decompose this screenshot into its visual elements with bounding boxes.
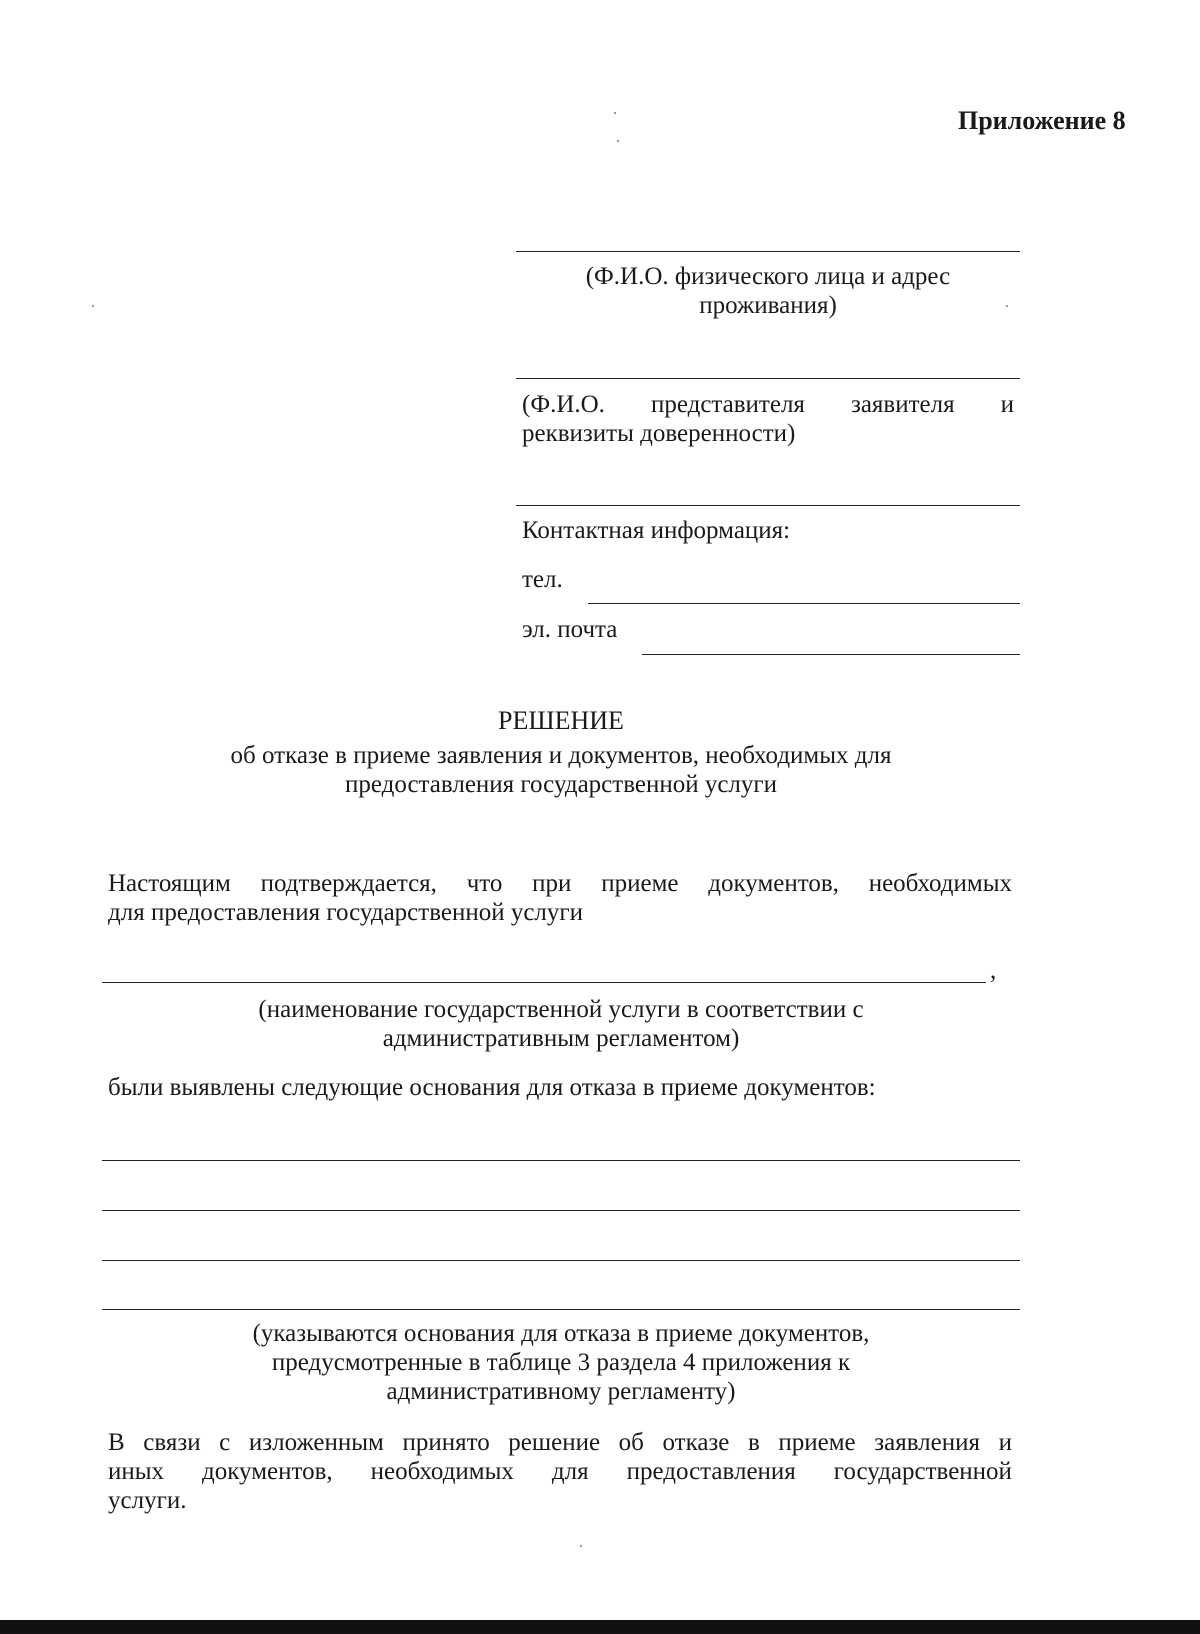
- conclusion-word: решение: [508, 1429, 601, 1456]
- person-caption-line1: (Ф.И.О. физического лица и адрес: [585, 263, 951, 290]
- service-caption-line1: (наименование государственной услуги в соответствии с: [258, 996, 864, 1023]
- email-field-line[interactable]: [642, 654, 1020, 655]
- rep-word: (Ф.И.О.: [522, 391, 605, 418]
- service-comma: ,: [990, 957, 997, 984]
- scan-speck: [92, 305, 94, 307]
- conclusion-word: в: [747, 1429, 760, 1456]
- conclusion-word: необходимых: [370, 1458, 514, 1485]
- decision-subtitle-line1: об отказе в приеме заявления и документов, необходимых для: [230, 742, 892, 769]
- phone-label: тел.: [522, 566, 563, 593]
- intro-line2: для предоставления государственной услуги: [108, 899, 584, 926]
- representative-blank-line[interactable]: [516, 378, 1020, 379]
- conclusion-word: заявления: [874, 1429, 981, 1456]
- intro-line1: [108, 869, 1012, 898]
- scan-edge-bar: [0, 1620, 1200, 1634]
- scan-speck: [1006, 305, 1008, 307]
- decision-title: РЕШЕНИЕ: [498, 706, 624, 735]
- representative-caption-line2: реквизиты доверенности): [522, 420, 796, 447]
- conclusion-word: предоставления: [626, 1458, 796, 1485]
- conclusion-word: принято: [402, 1429, 490, 1456]
- service-name-line[interactable]: [102, 982, 986, 983]
- intro-word: приеме: [601, 870, 679, 897]
- intro-word: что: [466, 870, 503, 897]
- intro-word: документов,: [708, 870, 839, 897]
- decision-subtitle-line2: предоставления государственной услуги: [344, 771, 778, 798]
- rep-word: заявителя: [850, 391, 955, 418]
- phone-field-line[interactable]: [588, 603, 1020, 604]
- intro-word: Настоящим: [108, 870, 231, 897]
- person-caption-line2: проживания): [699, 292, 837, 319]
- service-caption-line2: административным регламентом): [382, 1025, 740, 1052]
- grounds-line-1[interactable]: [102, 1160, 1020, 1161]
- conclusion-word: и: [998, 1429, 1012, 1456]
- grounds-line-3[interactable]: [102, 1260, 1020, 1261]
- scan-speck: [617, 140, 619, 142]
- scan-speck: [614, 112, 616, 114]
- conclusion-word: с: [219, 1429, 231, 1456]
- intro-word: необходимых: [868, 870, 1012, 897]
- email-label: эл. почта: [522, 616, 618, 643]
- grounds-intro: были выявлены следующие основания для отказа в приеме документов:: [108, 1074, 876, 1101]
- rep-word: и: [1000, 391, 1014, 418]
- representative-caption-line1: [522, 390, 1014, 419]
- contact-heading: Контактная информация:: [522, 517, 791, 544]
- conclusion-word: об: [618, 1429, 644, 1456]
- appendix-label: Приложение 8: [958, 106, 1126, 135]
- grounds-caption-line3: административному регламенту): [386, 1378, 736, 1405]
- conclusion-word: иных: [108, 1458, 165, 1485]
- conclusion-word: связи: [143, 1429, 201, 1456]
- intro-word: подтверждается,: [260, 870, 437, 897]
- conclusion-word: для: [551, 1458, 589, 1485]
- conclusion-line1: [108, 1428, 1012, 1457]
- rep-word: представителя: [650, 391, 805, 418]
- grounds-caption-line1: (указываются основания для отказа в приеме документов,: [252, 1320, 870, 1347]
- conclusion-word: государственной: [833, 1458, 1012, 1485]
- grounds-line-4[interactable]: [102, 1309, 1020, 1310]
- grounds-caption-line2: предусмотренные в таблице 3 раздела 4 приложения к: [271, 1349, 851, 1376]
- conclusion-word: отказе: [662, 1429, 730, 1456]
- contact-blank-line[interactable]: [516, 505, 1020, 506]
- conclusion-word: приеме: [778, 1429, 856, 1456]
- conclusion-line2: [108, 1457, 1012, 1486]
- person-blank-line[interactable]: [516, 251, 1020, 252]
- intro-word: при: [532, 870, 572, 897]
- conclusion-word: документов,: [202, 1458, 333, 1485]
- conclusion-word: изложенным: [248, 1429, 384, 1456]
- scan-speck: [580, 1545, 582, 1547]
- conclusion-word: В: [108, 1429, 125, 1456]
- grounds-line-2[interactable]: [102, 1210, 1020, 1211]
- conclusion-line3: услуги.: [108, 1487, 187, 1514]
